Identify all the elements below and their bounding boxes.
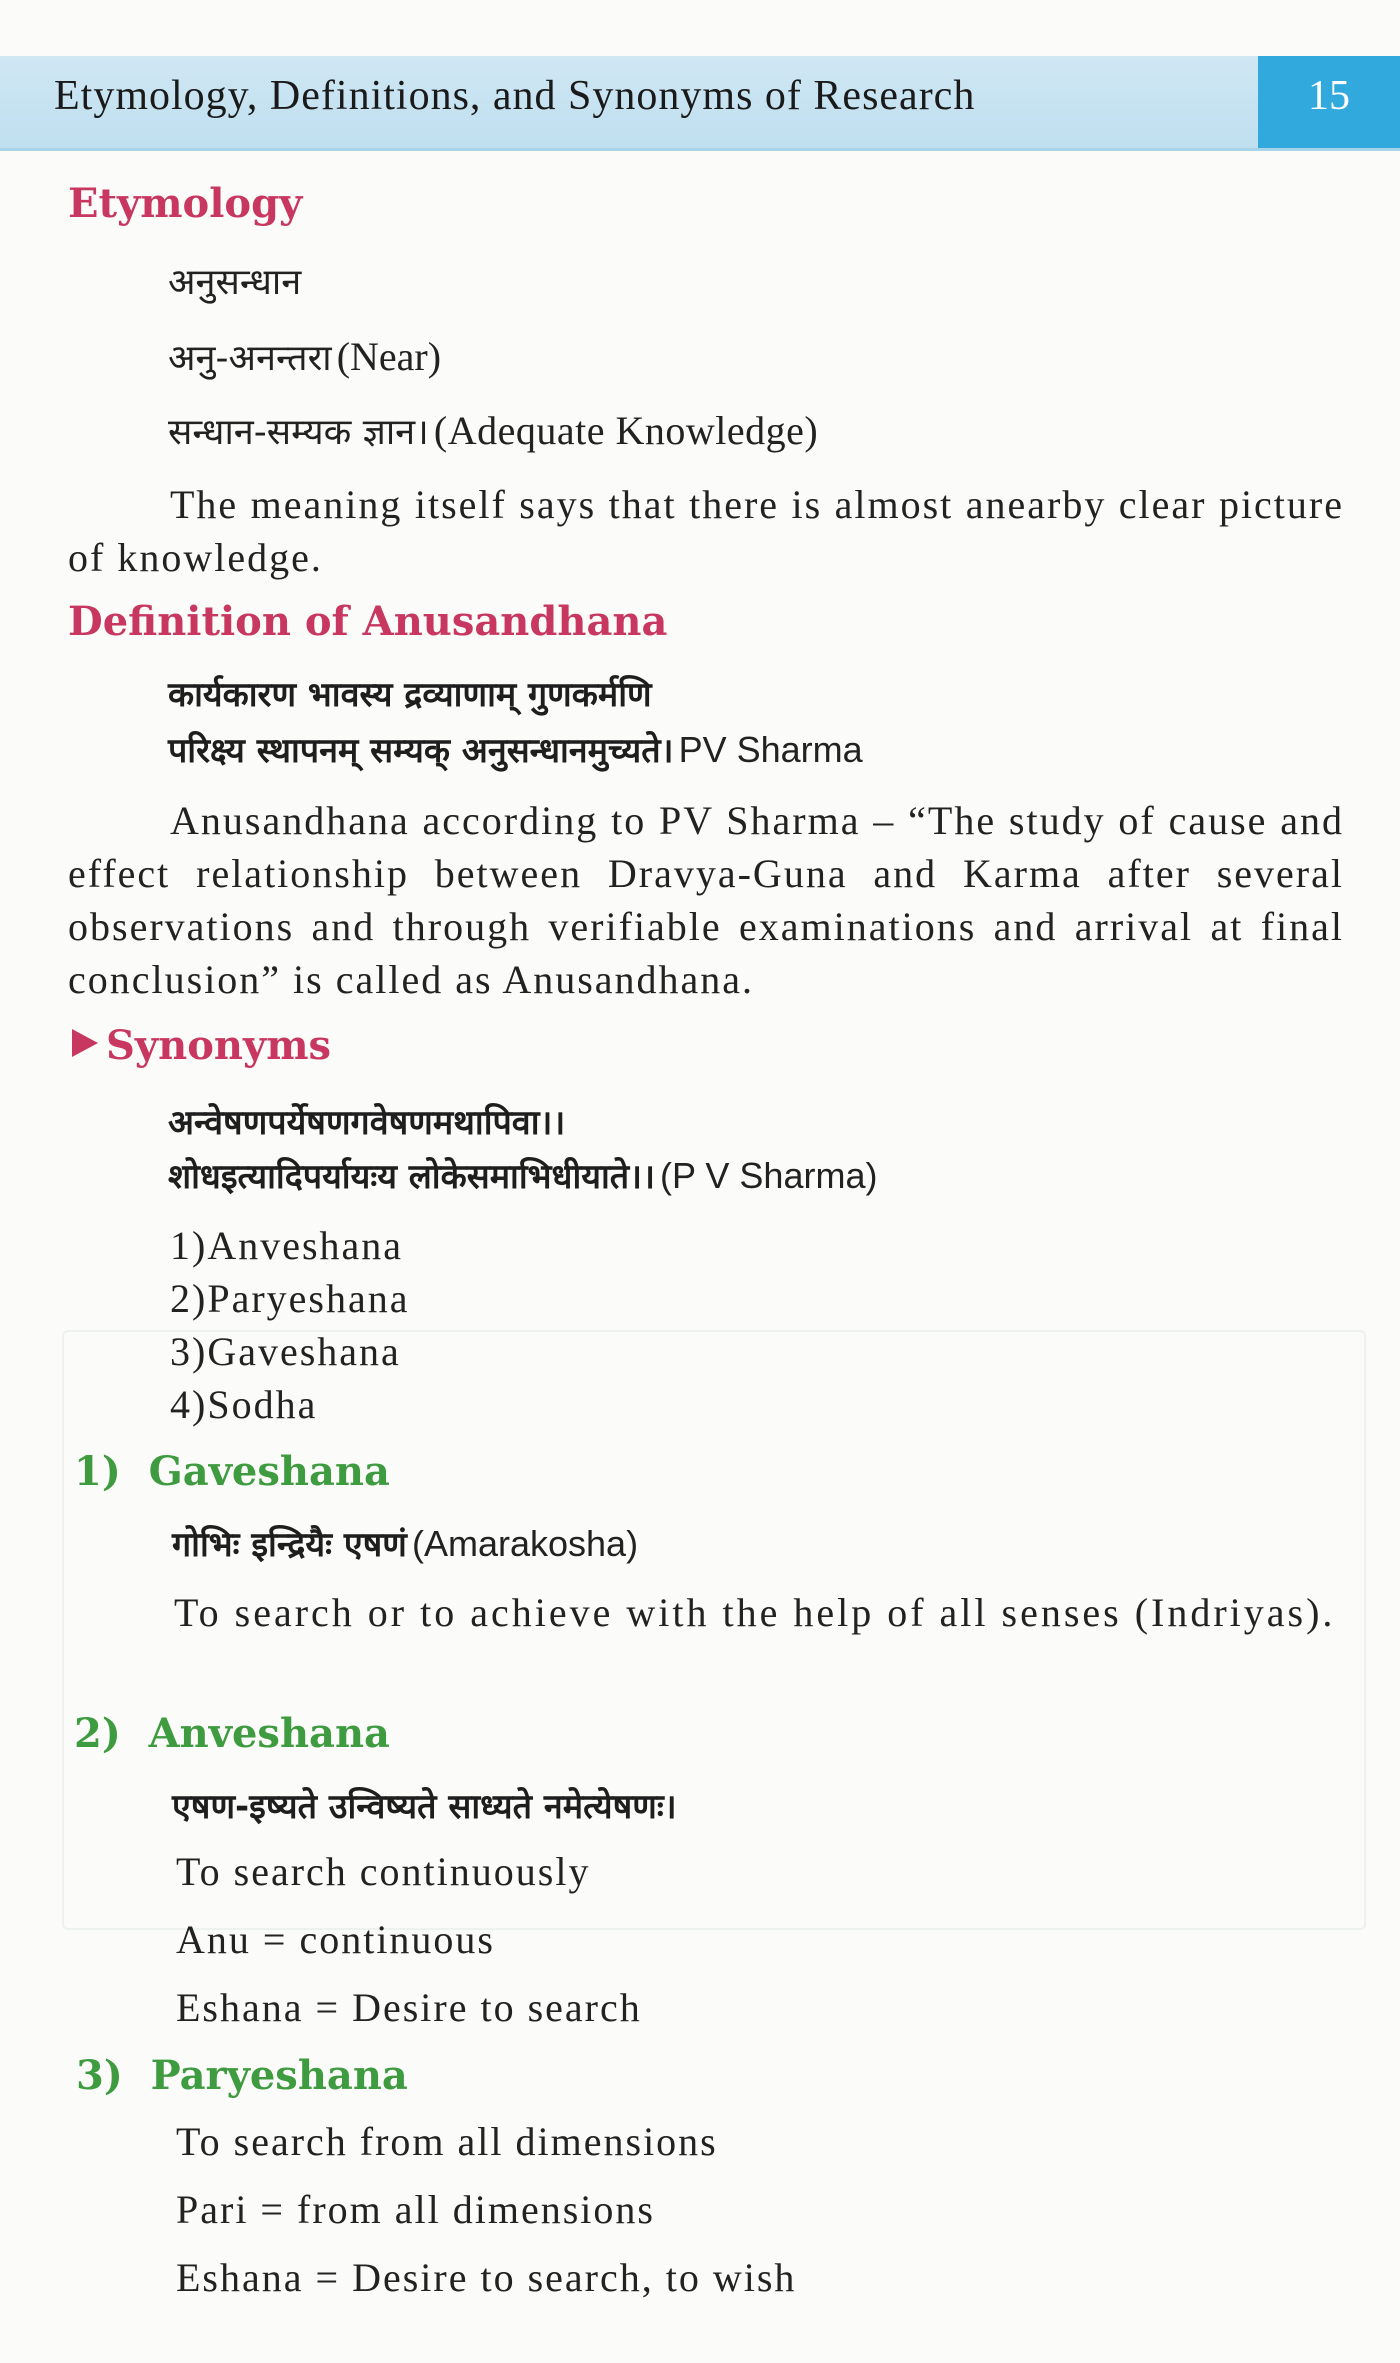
header-title: Etymology, Definitions, and Synonyms of Research — [54, 73, 976, 119]
gaveshana-heading: 1) Gaveshana — [74, 1448, 390, 1495]
gaveshana-verse-cite: (Amarakosha) — [411, 1523, 639, 1564]
synonym-item-num: 3) — [170, 1329, 208, 1374]
synonym-item-label: Sodha — [207, 1382, 318, 1427]
synonyms-heading: Synonyms — [106, 1022, 332, 1069]
paryeshana-line2: Pari = from all dimensions — [176, 2187, 655, 2232]
etymology-paragraph: The meaning itself says that there is almost anearby clear picture of knowledge. — [68, 482, 1344, 580]
synonyms-verse2 — [168, 1152, 877, 1198]
synonym-item — [170, 1275, 409, 1322]
definition-heading: Definition of Anusandhana — [68, 598, 668, 645]
synonym-item-num: 4) — [170, 1382, 208, 1427]
definition-verse1: कार्यकारण भावस्य द्रव्याणाम् गुणकर्मणि — [168, 675, 652, 715]
anveshana-line2: Anu = continuous — [176, 1917, 495, 1962]
etymology-line3 — [168, 406, 818, 455]
synonym-item — [170, 1328, 401, 1375]
synonym-item — [170, 1222, 403, 1269]
etymology-line2 — [168, 332, 441, 381]
synonym-item-label: Paryeshana — [207, 1276, 410, 1321]
anveshana-heading: 2) Anveshana — [74, 1710, 390, 1757]
page-header — [0, 56, 1400, 151]
etymology-line2-sanskrit: अनु-अनन्तरा — [168, 338, 332, 379]
etymology-heading: Etymology — [68, 180, 303, 227]
anveshana-verse: एषण-इष्यते उन्विष्यते साध्यते नमेत्येषणः। — [172, 1787, 677, 1827]
synonym-item-label: Gaveshana — [207, 1329, 401, 1374]
paryeshana-heading: 3) Paryeshana — [76, 2052, 408, 2099]
etymology-line3-sanskrit: सन्धान-सम्यक ज्ञान। — [168, 412, 429, 453]
page-number: 15 — [1308, 73, 1350, 119]
synonyms-heading-row — [72, 1022, 331, 1069]
paryeshana-line1: To search from all dimensions — [176, 2119, 718, 2164]
definition-verse2-text: परिक्ष्य स्थापनम् सम्यक् अनुसन्धानमुच्यते। — [168, 731, 674, 771]
anveshana-line3: Eshana = Desire to search — [176, 1985, 642, 2030]
synonyms-verse1: अन्वेषणपर्येषणगवेषणमथापिवा।। — [168, 1103, 566, 1143]
gaveshana-paragraph: To search or to achieve with the help of all senses (Indriyas). — [174, 1590, 1336, 1635]
synonym-item — [170, 1381, 317, 1428]
synonym-item-num: 2) — [170, 1276, 208, 1321]
etymology-line1: अनुसन्धान — [168, 262, 302, 303]
definition-verse2-cite: PV Sharma — [678, 729, 863, 770]
anveshana-line1: To search continuously — [176, 1849, 591, 1894]
page-number-box — [1258, 56, 1400, 148]
synonyms-verse2-text: शोधइत्यादिपर्यायःय लोकेसमाभिधीयाते।। — [168, 1157, 655, 1197]
definition-verse2 — [168, 726, 863, 772]
etymology-line3-english: (Adequate Knowledge) — [433, 408, 819, 453]
synonyms-verse2-cite: (P V Sharma) — [660, 1155, 878, 1196]
synonym-item-num: 1) — [170, 1223, 208, 1268]
paryeshana-line3: Eshana = Desire to search, to wish — [176, 2255, 797, 2300]
gaveshana-verse-text: गोभिः इन्द्रियैः एषणं — [172, 1525, 407, 1565]
gaveshana-verse — [172, 1520, 638, 1566]
synonym-item-label: Anveshana — [207, 1223, 404, 1268]
etymology-line2-english: (Near) — [336, 334, 442, 379]
arrow-bullet-icon — [72, 1029, 98, 1057]
definition-paragraph: Anusandhana according to PV Sharma – “The study of cause and effect relationship between Dravya-Guna and Karma after several observations and through verifiable examinations and arrival at final conclusion” is called as Anusandhana. — [68, 798, 1344, 1002]
